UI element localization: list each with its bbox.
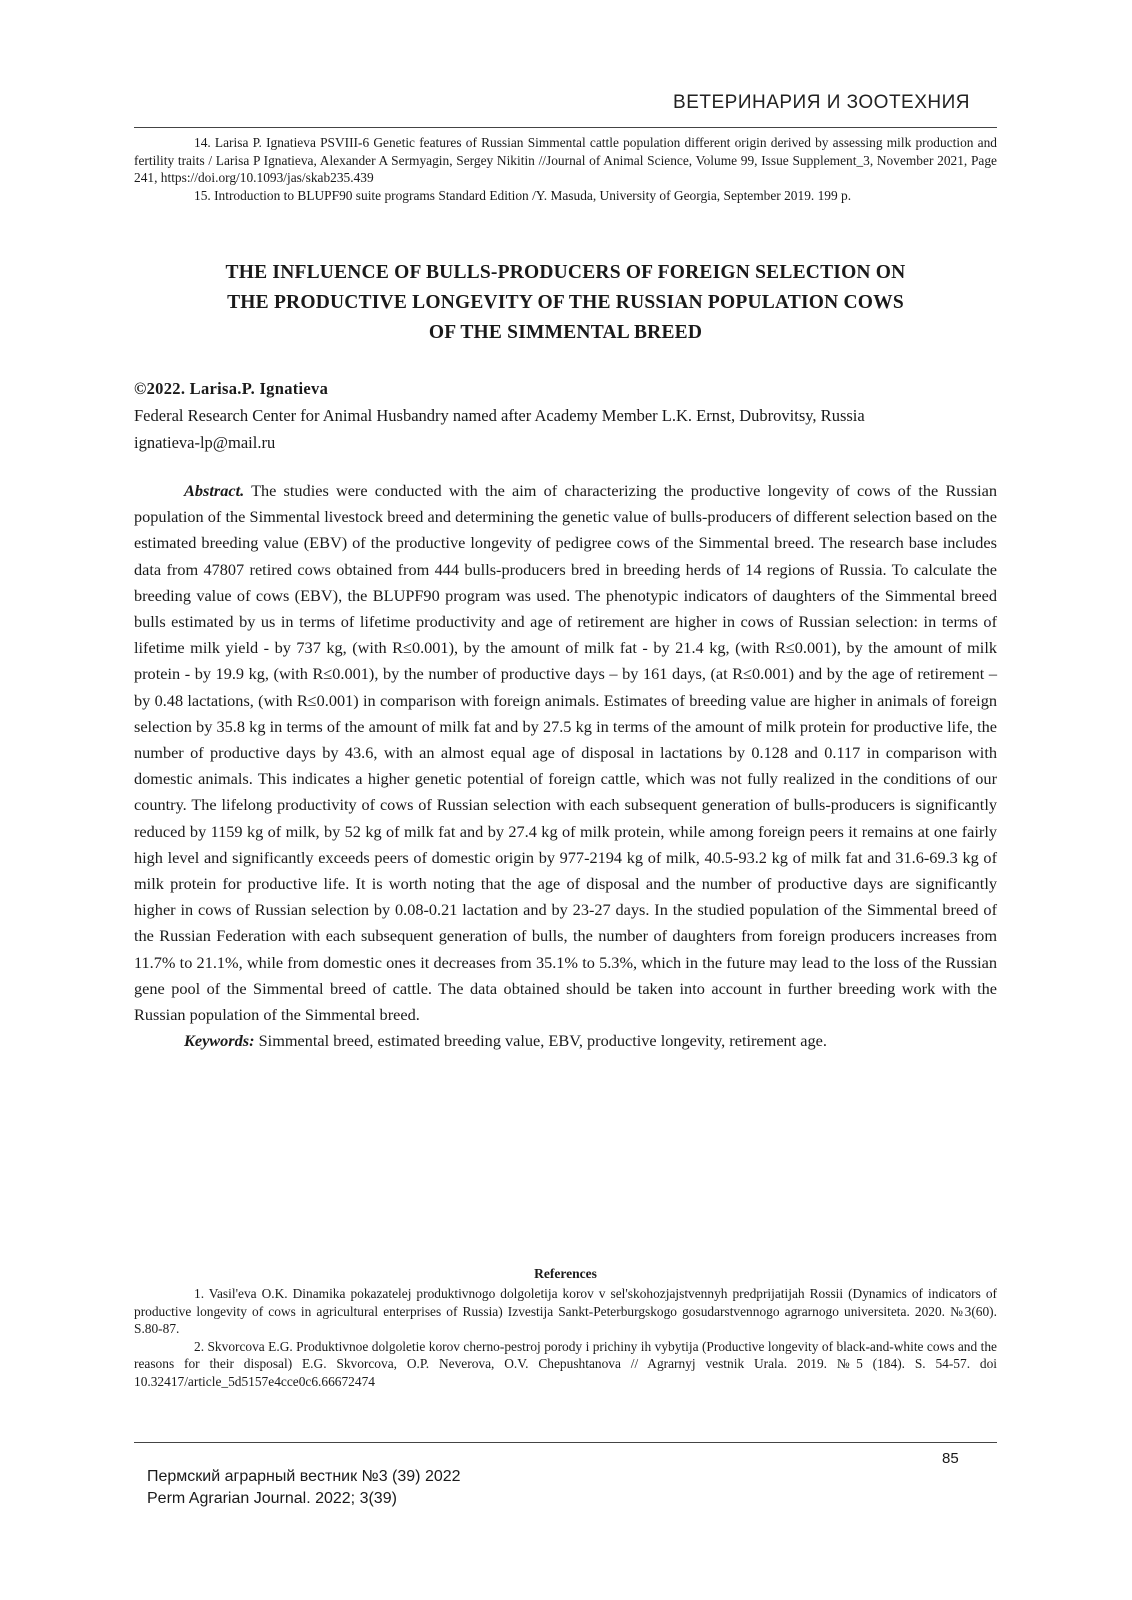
references-list — [134, 1285, 997, 1390]
reference-item: 1. Vasil'eva O.K. Dinamika pokazatelej produktivnogo dolgoletija korov v sel'skohozjajstvennyh predprijatijah Rossii (Dynamics of indicators of productive longevity of cows in agricultural enterprises of Russia) Izvestija Sankt-Peterburgskogo gosudarstvennogo agrarnogo universiteta. 2020. №3(60). S.80-87. — [134, 1286, 997, 1336]
journal-footer — [147, 1466, 461, 1510]
title-line: THE PRODUCTIVE LONGEVITY OF THE RUSSIAN POPULATION COWS — [227, 292, 904, 313]
references-heading: References — [534, 1266, 597, 1281]
reference-item: 14. Larisa P. Ignatieva PSVIII-6 Genetic features of Russian Simmental cattle population different origin derived by assessing milk production and fertility traits / Larisa P Ignatieva, Alexander A Sermyagin, Sergey Nikitin //Journal of Animal Science, Volume 99, Issue Supplement_3, November 2021, Page 241, https://doi.org/10.1093/jas/skab235.439 — [134, 135, 997, 185]
author-email: ignatieva-lp@mail.ru — [134, 433, 276, 452]
article-title — [134, 258, 997, 348]
author-block — [134, 375, 997, 456]
reference-item: 15. Introduction to BLUPF90 suite programs Standard Edition /Y. Masuda, University of Georgia, September 2019. 199 p. — [194, 187, 852, 203]
abstract-paragraph — [134, 478, 997, 1028]
page-number: 85 — [942, 1450, 959, 1467]
abstract-section — [134, 478, 997, 1054]
previous-article-references — [134, 134, 997, 204]
journal-name-en: Perm Agrarian Journal. 2022; 3(39) — [147, 1490, 397, 1507]
journal-name-ru: Пермский аграрный вестник №3 (39) 2022 — [147, 1468, 461, 1485]
keywords-label: Keywords: — [184, 1031, 255, 1051]
abstract-text: The studies were conducted with the aim of characterizing the productive longevity of cows of the Russian population of the Simmental livestock breed and determining the genetic value of bulls-producers of different selection based on the estimated breeding value (EBV) of the productive longevity of pedigree cows of the Simmental breed. The research base includes data from 47807 retired cows obtained from 444 bulls-producers bred in breeding herds of 14 regions of Russia. To calculate the breeding value of cows (EBV), the BLUPF90 program was used. The phenotypic indicators of daughters of the Simmental breed bulls estimated by us in terms of lifetime productivity and age of retirement are higher in cows of Russian selection: in terms of lifetime milk yield - by 737 kg, (with R≤0.001), by the amount of milk fat - by 21.4 kg, (with R≤0.001), by the amount of milk protein - by 19.9 kg, (with R≤0.001), by the number of productive days – by 161 days, (at R≤0.001) and by the age of retirement – by 0.48 lactations, (with R≤0.001) in comparison with foreign animals. Estimates of breeding value are higher in animals of foreign selection by 35.8 kg in terms of the amount of milk fat and by 27.5 kg in terms of the amount of milk protein for productive life, the number of productive days by 43.6, with an almost equal age of disposal in lactations by 0.128 and 0.117 in comparison with domestic animals. This indicates a higher genetic potential of foreign cattle, which was not fully realized in the conditions of our country. The lifelong productivity of cows of Russian selection with each subsequent generation of bulls-producers is significantly reduced by 1159 kg of milk, by 52 kg of milk fat and by 27.4 kg of milk protein, while among foreign peers it remains at one fairly high level and significantly exceeds peers of domestic origin by 977-2194 kg of milk, 40.5-93.2 kg of milk fat and 31.6-69.3 kg of milk protein for productive life. It is worth noting that the age of disposal and the number of productive days are significantly higher in cows of Russian selection by 0.08-0.21 lactation and by 23-27 days. In the studied population of the Simmental breed of the Russian Federation with each subsequent generation of bulls, the number of daughters from foreign producers increases from 11.7% to 21.1%, while from domestic ones it decreases from 35.1% to 5.3%, which in the future may lead to the loss of the Russian gene pool of the Simmental breed of cattle. The data obtained should be taken into account in further breeding work with the Russian population of the Simmental breed. — [134, 481, 998, 1025]
reference-item: 2. Skvorcova E.G. Produktivnoe dolgoletie korov cherno-pestroj porody i prichiny ih vybytija (Productive longevity of black-and-white cows and the reasons for their disposal) E.G. Skvorcova, O.P. Neverova, O.V. Chepushtanova // Agrarnyj vestnik Urala. 2019. №5 (184). S. 54-57. doi 10.32417/article_5d5157e4cce0c6.66672474 — [134, 1338, 997, 1389]
keywords-paragraph — [134, 1028, 997, 1054]
title-line: THE INFLUENCE OF BULLS-PRODUCERS OF FOREIGN SELECTION ON — [225, 262, 906, 283]
header-divider — [134, 127, 997, 128]
author-name: ©2022. Larisa.P. Ignatieva — [134, 379, 329, 398]
keywords-text: Simmental breed, estimated breeding value, EBV, productive longevity, retirement age. — [258, 1031, 827, 1051]
footer-divider — [134, 1442, 997, 1443]
abstract-label: Abstract. — [184, 481, 245, 500]
author-affiliation: Federal Research Center for Animal Husbandry named after Academy Member L.K. Ernst, Dubrovitsy, Russia — [134, 406, 865, 425]
section-header: ВЕТЕРИНАРИЯ И ЗООТЕХНИЯ — [673, 92, 970, 113]
title-line: OF THE SIMMENTAL BREED — [428, 322, 703, 343]
